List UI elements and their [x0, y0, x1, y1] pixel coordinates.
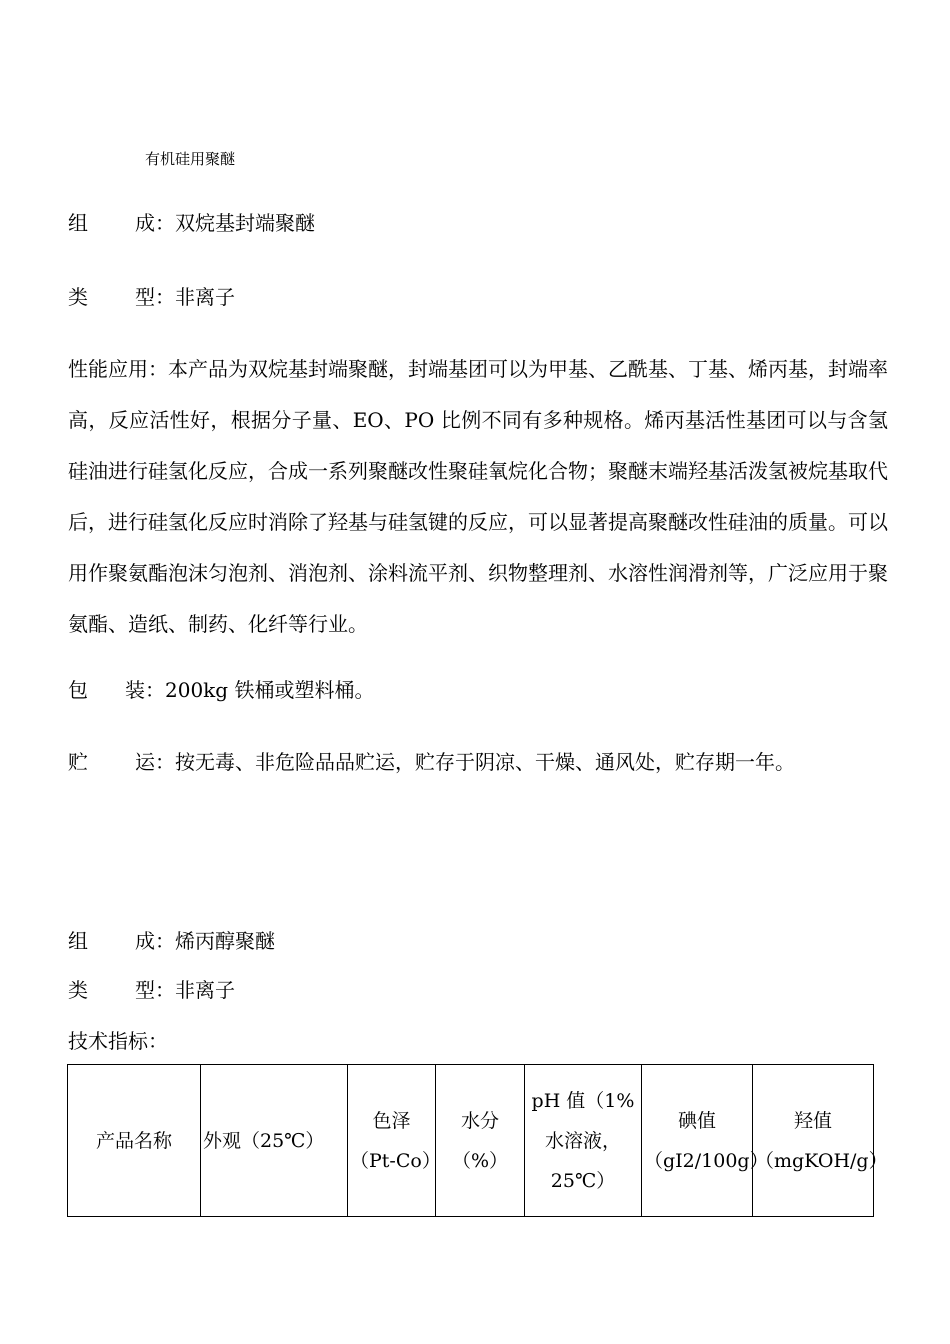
type-key-suffix: 型：: [135, 285, 175, 309]
header-moisture: 水分（%）: [436, 1065, 525, 1217]
spec-table: [67, 1064, 888, 1217]
storage-key: 贮: [68, 750, 88, 774]
composition-key-suffix: 成：: [135, 211, 175, 235]
packaging-value: 200kg 铁桶或塑料桶。: [165, 678, 375, 702]
composition-value: 双烷基封端聚醚: [175, 211, 315, 235]
performance-paragraph: [68, 344, 888, 650]
type-key: 类: [68, 978, 88, 1002]
type-row-1: [68, 281, 235, 310]
header-iodine: 碘值（gI2/100g）: [642, 1065, 753, 1217]
header-product-name: 产品名称: [68, 1065, 201, 1217]
table-header-row: [68, 1065, 874, 1217]
packaging-key: 包: [68, 678, 88, 702]
composition-row-1: [68, 207, 315, 236]
composition-key-suffix: 成：: [135, 929, 175, 953]
performance-text: 本产品为双烷基封端聚醚，封端基团可以为甲基、乙酰基、丁基、烯丙基，封端率高，反应活性好，根据分子量、EO、PO 比例不同有多种规格。烯丙基活性基团可以与含氢硅油进行硅氢化反应，合成一系列聚醚改性聚硅氧烷化合物；聚醚末端羟基活泼氢被烷基取代后，进行硅氢化反应时消除了羟基与硅氢键的反应，可以显著提高聚醚改性硅油的质量。可以用作聚氨酯泡沫匀泡剂、消泡剂、涂料流平剂、织物整理剂、水溶性润滑剂等，广泛应用于聚氨酯、造纸、制药、化纤等行业。: [68, 357, 888, 636]
packaging-key-suffix: 装：: [125, 678, 165, 702]
spec-label: 技术指标：: [68, 1029, 168, 1053]
header-appearance: 外观（25℃）: [201, 1065, 348, 1217]
type-key-suffix: 型：: [135, 978, 175, 1002]
composition-row-2: [68, 925, 275, 954]
composition-value: 烯丙醇聚醚: [175, 929, 275, 953]
document-title: 有机硅用聚醚: [145, 150, 236, 168]
header-ph: pH 值（1%水溶液，25℃）: [525, 1065, 642, 1217]
header-color: 色泽（Pt-Co）: [348, 1065, 436, 1217]
type-value: 非离子: [175, 285, 235, 309]
type-key: 类: [68, 285, 88, 309]
composition-key: 组: [68, 929, 88, 953]
performance-label: 性能应用：: [68, 357, 168, 381]
type-value: 非离子: [175, 978, 235, 1002]
composition-key: 组: [68, 211, 88, 235]
storage-key-suffix: 运：: [135, 750, 175, 774]
type-row-2: [68, 974, 235, 1003]
header-hydroxyl: 羟值（mgKOH/g）: [753, 1065, 874, 1217]
storage-value: 按无毒、非危险品品贮运，贮存于阴凉、干燥、通风处，贮存期一年。: [175, 750, 795, 774]
packaging-row: [68, 674, 374, 703]
storage-row: [68, 746, 795, 775]
